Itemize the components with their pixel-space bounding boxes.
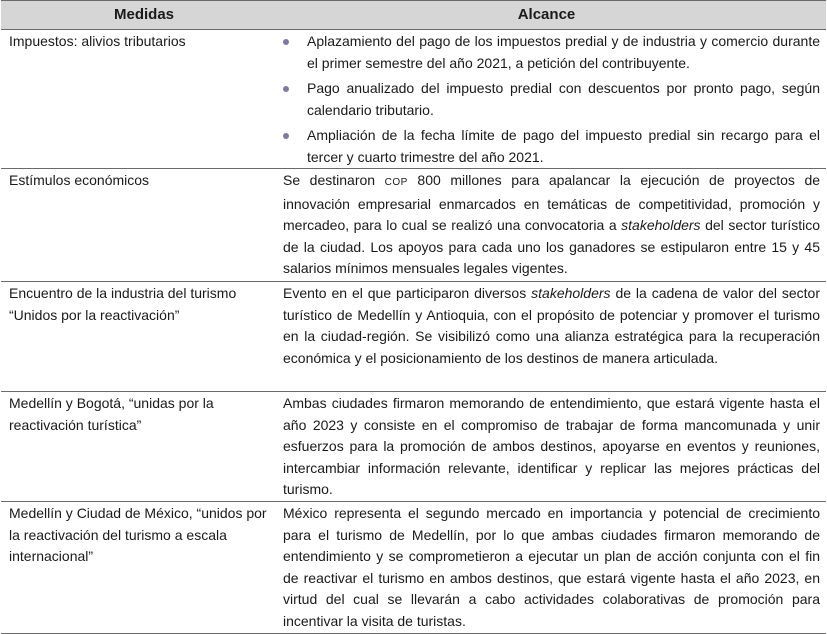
measures-table bbox=[1, 0, 826, 634]
alcance-cell bbox=[279, 30, 826, 168]
medida-cell: Estímulos económicos bbox=[9, 172, 150, 188]
alcance-cell: México representa el segundo mercado en importancia y potencial de crecimiento para el turismo de Medellín, por lo que ambas ciudades firmaron memorando de entendimiento y se comprometieron a ejecutar un plan de acción conjunta con el fin de reactivar el turismo en ambos destinos, que estará vigente hasta el año 2023, en virtud del cual se llevarán a cabo actividades colaborativas de promoción para incentivar la visita de turistas. bbox=[283, 505, 820, 629]
medida-cell: Medellín y Ciudad de México, “unidos por la reactivación del turismo a escala internacional” bbox=[9, 505, 267, 564]
header-alcance: Alcance bbox=[517, 6, 576, 23]
bullet-list bbox=[283, 31, 820, 168]
list-item: Aplazamiento del pago de los impuestos predial y de industria y comercio durante el primer semestre del año 2021, a petición del contribuyente. bbox=[283, 31, 820, 74]
bullet-icon bbox=[283, 133, 289, 139]
medida-cell: Medellín y Bogotá, “unidas por la reactivación turística” bbox=[9, 395, 214, 433]
table-row bbox=[1, 30, 826, 169]
table-row bbox=[1, 392, 826, 502]
alcance-cell: Se destinaron COP 800 millones para apalancar la ejecución de proyectos de innovación empresarial enmarcados en temáticas de competitividad, promoción y mercadeo, para lo cual se realizó una convocatoria a stakeholders del sector turístico de la ciudad. Los apoyos para cada uno los ganadores se estipularon entre 15 y 45 salarios mínimos mensuales legales vigentes. bbox=[283, 172, 821, 276]
table-row bbox=[1, 282, 826, 392]
table-row bbox=[1, 169, 826, 282]
table-header bbox=[1, 0, 826, 30]
list-item: Ampliación de la fecha límite de pago del impuesto predial sin recargo para el tercer y cuarto trimestre del año 2021. bbox=[283, 125, 820, 168]
currency-label: COP bbox=[384, 177, 408, 188]
bullet-icon bbox=[283, 39, 289, 45]
alcance-cell: Ambas ciudades firmaron memorando de entendimiento, que estará vigente hasta el año 2023 y consiste en el compromiso de trabajar de forma mancomunada y unir esfuerzos para la promoción de ambos destinos, apoyarse en eventos y reuniones, intercambiar información relevante, identificar y replicar las mejores prácticas del turismo. bbox=[283, 395, 820, 497]
alcance-cell: Evento en el que participaron diversos stakeholders de la cadena de valor del sector turístico de Medellín y Antioquia, con el propósito de potenciar y promover el turismo en la ciudad-región. Se visibilizó como una alianza estratégica para la recuperación económica y el posicionamiento de los destinos de manera articulada. bbox=[283, 285, 820, 366]
bullet-icon bbox=[283, 86, 289, 92]
list-item: Pago anualizado del impuesto predial con descuentos por pronto pago, según calendario tributario. bbox=[283, 78, 820, 121]
table-row bbox=[1, 502, 826, 634]
header-medidas: Medidas bbox=[113, 6, 174, 23]
medida-cell: Impuestos: alivios tributarios bbox=[9, 33, 186, 49]
medida-cell: Encuentro de la industria del turismo “Unidos por la reactivación” bbox=[9, 285, 237, 323]
